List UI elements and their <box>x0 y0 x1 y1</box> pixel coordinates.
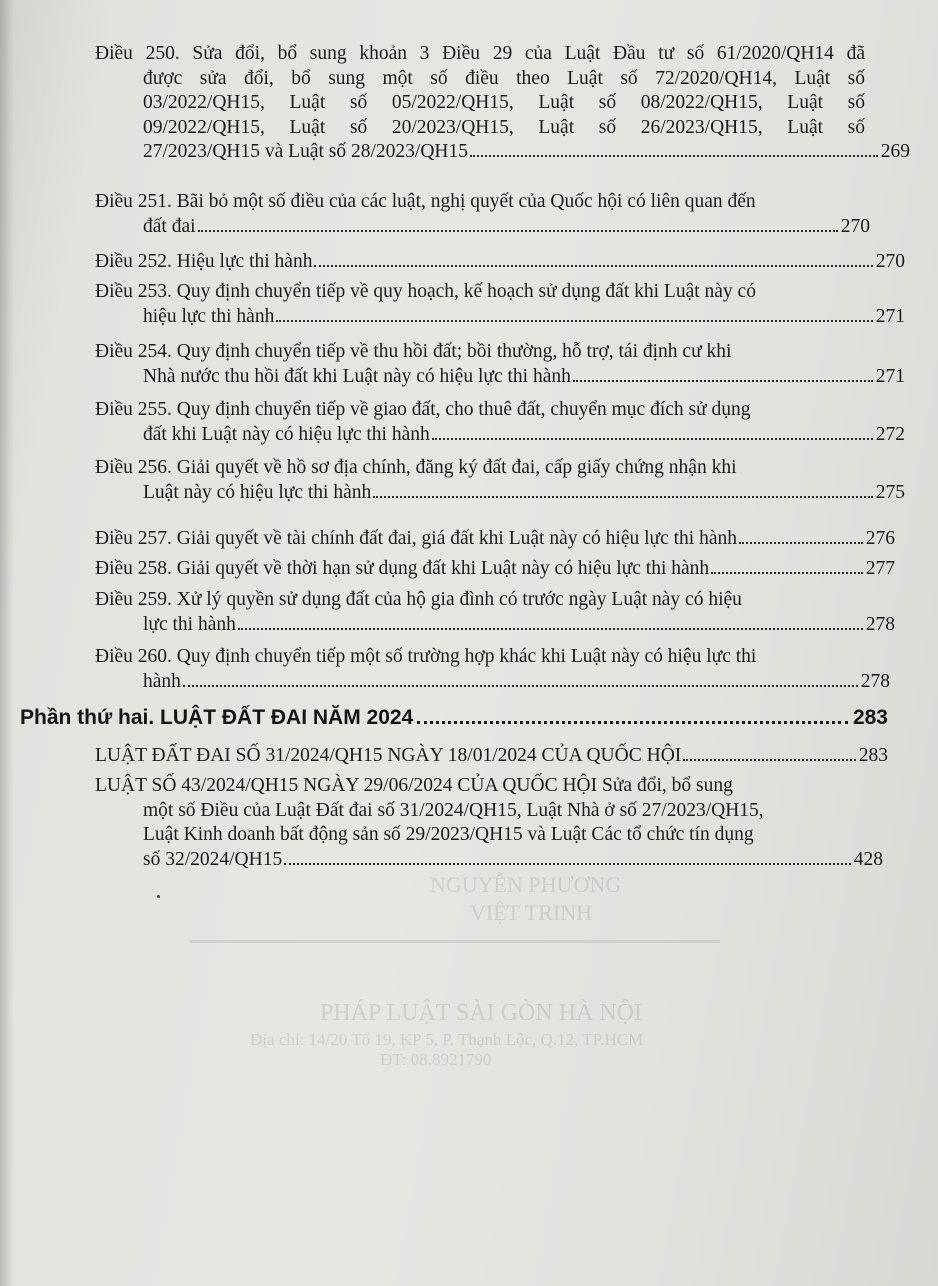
toc-entry-first-line: Điều 255. Quy định chuyển tiếp về giao đất, cho thuê đất, chuyển mục đích sử dụng <box>95 399 751 420</box>
toc-entry-first-line: Điều 254. Quy định chuyển tiếp về thu hồi đất; bồi thường, hỗ trợ, tái định cư khi <box>95 341 732 362</box>
page-number: 275 <box>875 481 905 503</box>
toc-entry-last-line: Điều 257. Giải quyết về tài chính đất đai, giá đất khi Luật này có hiệu lực thi hành <box>95 528 737 549</box>
ghost-text-2: VIỆT TRINH <box>470 900 593 925</box>
page-number: 283 <box>858 745 888 766</box>
toc-entry-250 <box>95 42 910 165</box>
toc-entry-last-line: lực thi hành <box>143 613 236 635</box>
page-edge-shadow <box>0 0 14 1286</box>
toc-entry-257 <box>95 527 895 552</box>
toc-entry-260 <box>95 645 890 694</box>
part-heading <box>20 706 888 730</box>
toc-entry-leader <box>143 140 910 165</box>
page-number: 277 <box>865 558 895 579</box>
page-number: 271 <box>875 305 905 327</box>
toc-entry-last-line: LUẬT ĐẤT ĐAI SỐ 31/2024/QH15 NGÀY 18/01/2024 CỦA QUỐC HỘI <box>95 745 682 766</box>
page-number: 276 <box>865 528 895 549</box>
toc-entry-last-line: Luật này có hiệu lực thi hành <box>143 481 372 503</box>
toc-entry-leader <box>95 481 905 506</box>
toc-entry-256 <box>95 456 905 505</box>
toc-entry-last-line: đất đai <box>143 215 196 237</box>
ghost-text-4: Địa chỉ: 14/20 Tổ 19, KP 5, P. Thạnh Lộc, Q.12, TP.HCM <box>250 1030 644 1049</box>
part-title: Phần thứ hai. LUẬT ĐẤT ĐAI NĂM 2024 <box>20 706 414 729</box>
toc-entry-leader <box>95 365 905 390</box>
toc-entry-last-line: hành <box>143 670 181 692</box>
dot-leader <box>470 155 878 157</box>
toc-entry-first-line: Điều 250. Sửa đổi, bổ sung khoản 3 Điều 29 của Luật Đầu tư số 61/2020/QH14 đã <box>95 43 865 64</box>
toc-entry-law-31-2024 <box>95 744 888 769</box>
toc-entry-leader <box>95 670 890 695</box>
dot-leader <box>198 230 838 232</box>
toc-entry-leader <box>95 744 888 769</box>
toc-entry-first-line: Điều 253. Quy định chuyển tiếp về quy hoạch, kế hoạch sử dụng đất khi Luật này có <box>95 281 756 302</box>
page-number: 278 <box>860 670 890 692</box>
dot-leader <box>739 542 863 544</box>
toc-entry-leader <box>95 613 895 638</box>
toc-entry-last-line: Điều 258. Giải quyết về thời hạn sử dụng đất khi Luật này có hiệu lực thi hành <box>95 558 710 579</box>
toc-entry-last-line: đất khi Luật này có hiệu lực thi hành <box>143 423 430 445</box>
toc-entry-last-line: Điều 252. Hiệu lực thi hành <box>95 251 313 272</box>
toc-entry-first-line: Điều 251. Bãi bỏ một số điều của các luật, nghị quyết của Quốc hội có liên quan đến <box>95 191 756 212</box>
ghost-text-5: ĐT: 08.8921790 <box>380 1050 492 1069</box>
dot-leader <box>284 863 851 865</box>
toc-entry-259 <box>95 588 895 637</box>
dot-leader <box>573 380 873 382</box>
toc-entry-last-line: số 32/2024/QH15 <box>143 848 283 870</box>
toc-entry-line: Luật Kinh doanh bất động sản số 29/2023/QH15 và Luật Các tổ chức tín dụng <box>143 824 754 845</box>
ghost-text-3: PHÁP LUẬT SÀI GÒN HÀ NỘI <box>320 1000 643 1026</box>
toc-entry-first-line: LUẬT SỐ 43/2024/QH15 NGÀY 29/06/2024 CỦA QUỐC HỘI Sửa đổi, bổ sung <box>95 775 733 796</box>
page-number: 272 <box>875 423 905 445</box>
dot-leader <box>373 496 873 498</box>
toc-entry-last-line: Nhà nước thu hồi đất khi Luật này có hiệu lực thi hành <box>143 365 571 387</box>
toc-entry-leader <box>95 215 870 240</box>
toc-entry-leader <box>95 250 905 275</box>
dot-leader <box>183 685 858 687</box>
toc-entry-251 <box>95 190 885 239</box>
toc-entry-law-43-2024 <box>95 774 883 872</box>
page-number: 278 <box>865 613 895 635</box>
toc-entry-line: 09/2022/QH15, Luật số 20/2023/QH15, Luật số 26/2023/QH15, Luật số <box>143 116 865 138</box>
dot-leader <box>314 265 872 267</box>
toc-entry-last-line: 27/2023/QH15 và Luật số 28/2023/QH15 <box>143 141 468 162</box>
toc-entry-last-line: hiệu lực thi hành <box>143 305 275 327</box>
toc-entry-253 <box>95 280 905 329</box>
toc-entry-leader <box>143 848 883 873</box>
toc-entry-leader <box>95 305 905 330</box>
toc-entry-first-line: Điều 259. Xử lý quyền sử dụng đất của hộ gia đình có trước ngày Luật này có hiệu <box>95 589 742 610</box>
toc-entry-line: 03/2022/QH15, Luật số 05/2022/QH15, Luật số 08/2022/QH15, Luật số <box>143 92 865 113</box>
toc-entry-255 <box>95 398 905 447</box>
page-number: 271 <box>875 365 905 387</box>
ghost-rule <box>190 940 720 943</box>
toc-entry-line: một số Điều của Luật Đất đai số 31/2024/QH15, Luật Nhà ở số 27/2023/QH15, <box>143 799 764 821</box>
toc-entry-leader <box>95 557 895 582</box>
dot-leader <box>683 759 855 761</box>
page-number: 283 <box>852 706 888 729</box>
page-number: 428 <box>853 848 883 870</box>
dot-leader <box>417 721 848 724</box>
dot-leader <box>432 438 873 440</box>
toc-entry-first-line: Điều 256. Giải quyết về hồ sơ địa chính, đăng ký đất đai, cấp giấy chứng nhận khi <box>95 457 737 478</box>
toc-entry-leader <box>95 423 905 448</box>
dot-leader <box>238 628 863 630</box>
dot-leader <box>276 320 872 322</box>
toc-entry-254 <box>95 340 905 389</box>
toc-entry-first-line: Điều 260. Quy định chuyển tiếp một số trường hợp khác khi Luật này có hiệu lực thi <box>95 646 757 667</box>
toc-entry-258 <box>95 557 895 582</box>
page-number: 270 <box>875 251 905 272</box>
toc-entry-leader <box>95 527 895 552</box>
dot-leader <box>711 572 863 574</box>
stray-dot <box>157 895 160 898</box>
page-number: 270 <box>840 215 870 237</box>
ghost-text-1: NGUYỄN PHƯƠNG <box>430 872 622 897</box>
toc-entry-252 <box>95 250 905 275</box>
page-number: 269 <box>880 141 910 162</box>
toc-entry-line: được sửa đổi, bổ sung một số điều theo Luật số 72/2020/QH14, Luật số <box>143 67 865 89</box>
